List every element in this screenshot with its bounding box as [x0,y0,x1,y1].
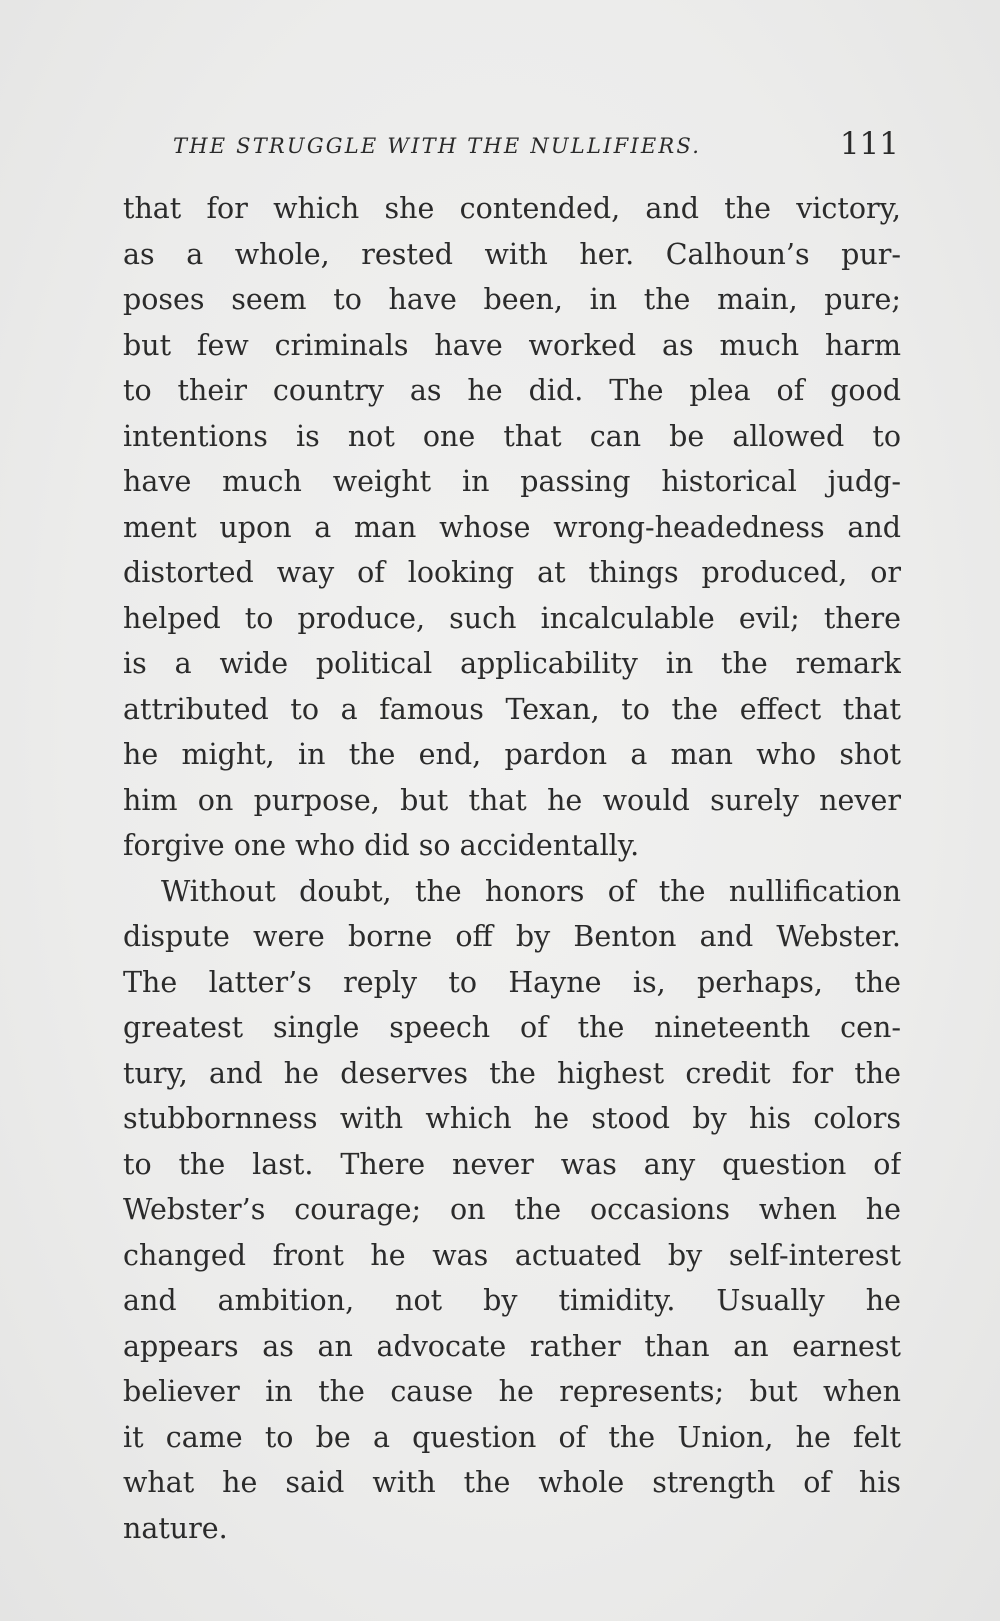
text-line: changed front he was actuated by self-interest [123,1238,901,1272]
text-line: have much weight in passing historical judg- [123,465,901,498]
text-line: attributed to a famous Texan, to the effect that [123,692,901,726]
text-line: greatest single speech of the nineteenth cen- [123,1011,901,1044]
text-line: stubbornness with which he stood by his colors [123,1102,901,1135]
text-line: as a whole, rested with her. Calhoun’s pur- [123,237,901,271]
text-line: The latter’s reply to Hayne is, perhaps, the [123,965,901,999]
paragraph-2 [123,869,901,1552]
text-line: believer in the cause he represents; but when [123,1375,901,1408]
text-line: poses seem to have been, in the main, pure; [123,283,901,316]
text-line: him on purpose, but that he would surely never [123,783,901,817]
text-line: helped to produce, such incalculable evil; there [123,601,901,635]
text-line: it came to be a question of the Union, he felt [123,1420,901,1454]
text-line: tury, and he deserves the highest credit for the [123,1056,901,1090]
paragraph-1 [123,186,901,869]
text-line: distorted way of looking at things produced, or [123,556,901,589]
page-number: 111 [839,126,899,162]
text-line: Without doubt, the honors of the nullification [161,874,901,908]
text-line: but few criminals have worked as much harm [123,328,901,362]
text-line: Webster’s courage; on the occasions when he [123,1193,901,1226]
text-line: is a wide political applicability in the remark [123,647,901,680]
running-head [123,122,901,172]
text-line: intentions is not one that can be allowed to [123,419,901,453]
text-line: forgive one who did so accidentally. [123,829,640,862]
text-line: to the last. There never was any question of [123,1147,901,1181]
text-line: ment upon a man whose wrong-headedness and [123,510,901,544]
text-line: what he said with the whole strength of his [123,1466,901,1499]
text-line: he might, in the end, pardon a man who shot [123,738,901,771]
running-title: THE STRUGGLE WITH THE NULLIFIERS. [173,134,702,158]
text-line: nature. [123,1511,228,1545]
text-line: and ambition, not by timidity. Usually he [123,1284,901,1317]
text-line: appears as an advocate rather than an earnest [123,1329,901,1363]
body-text [123,186,901,1551]
text-line: that for which she contended, and the victory, [123,192,901,225]
text-line: dispute were borne off by Benton and Webster. [123,920,901,953]
text-line: to their country as he did. The plea of good [123,374,901,407]
